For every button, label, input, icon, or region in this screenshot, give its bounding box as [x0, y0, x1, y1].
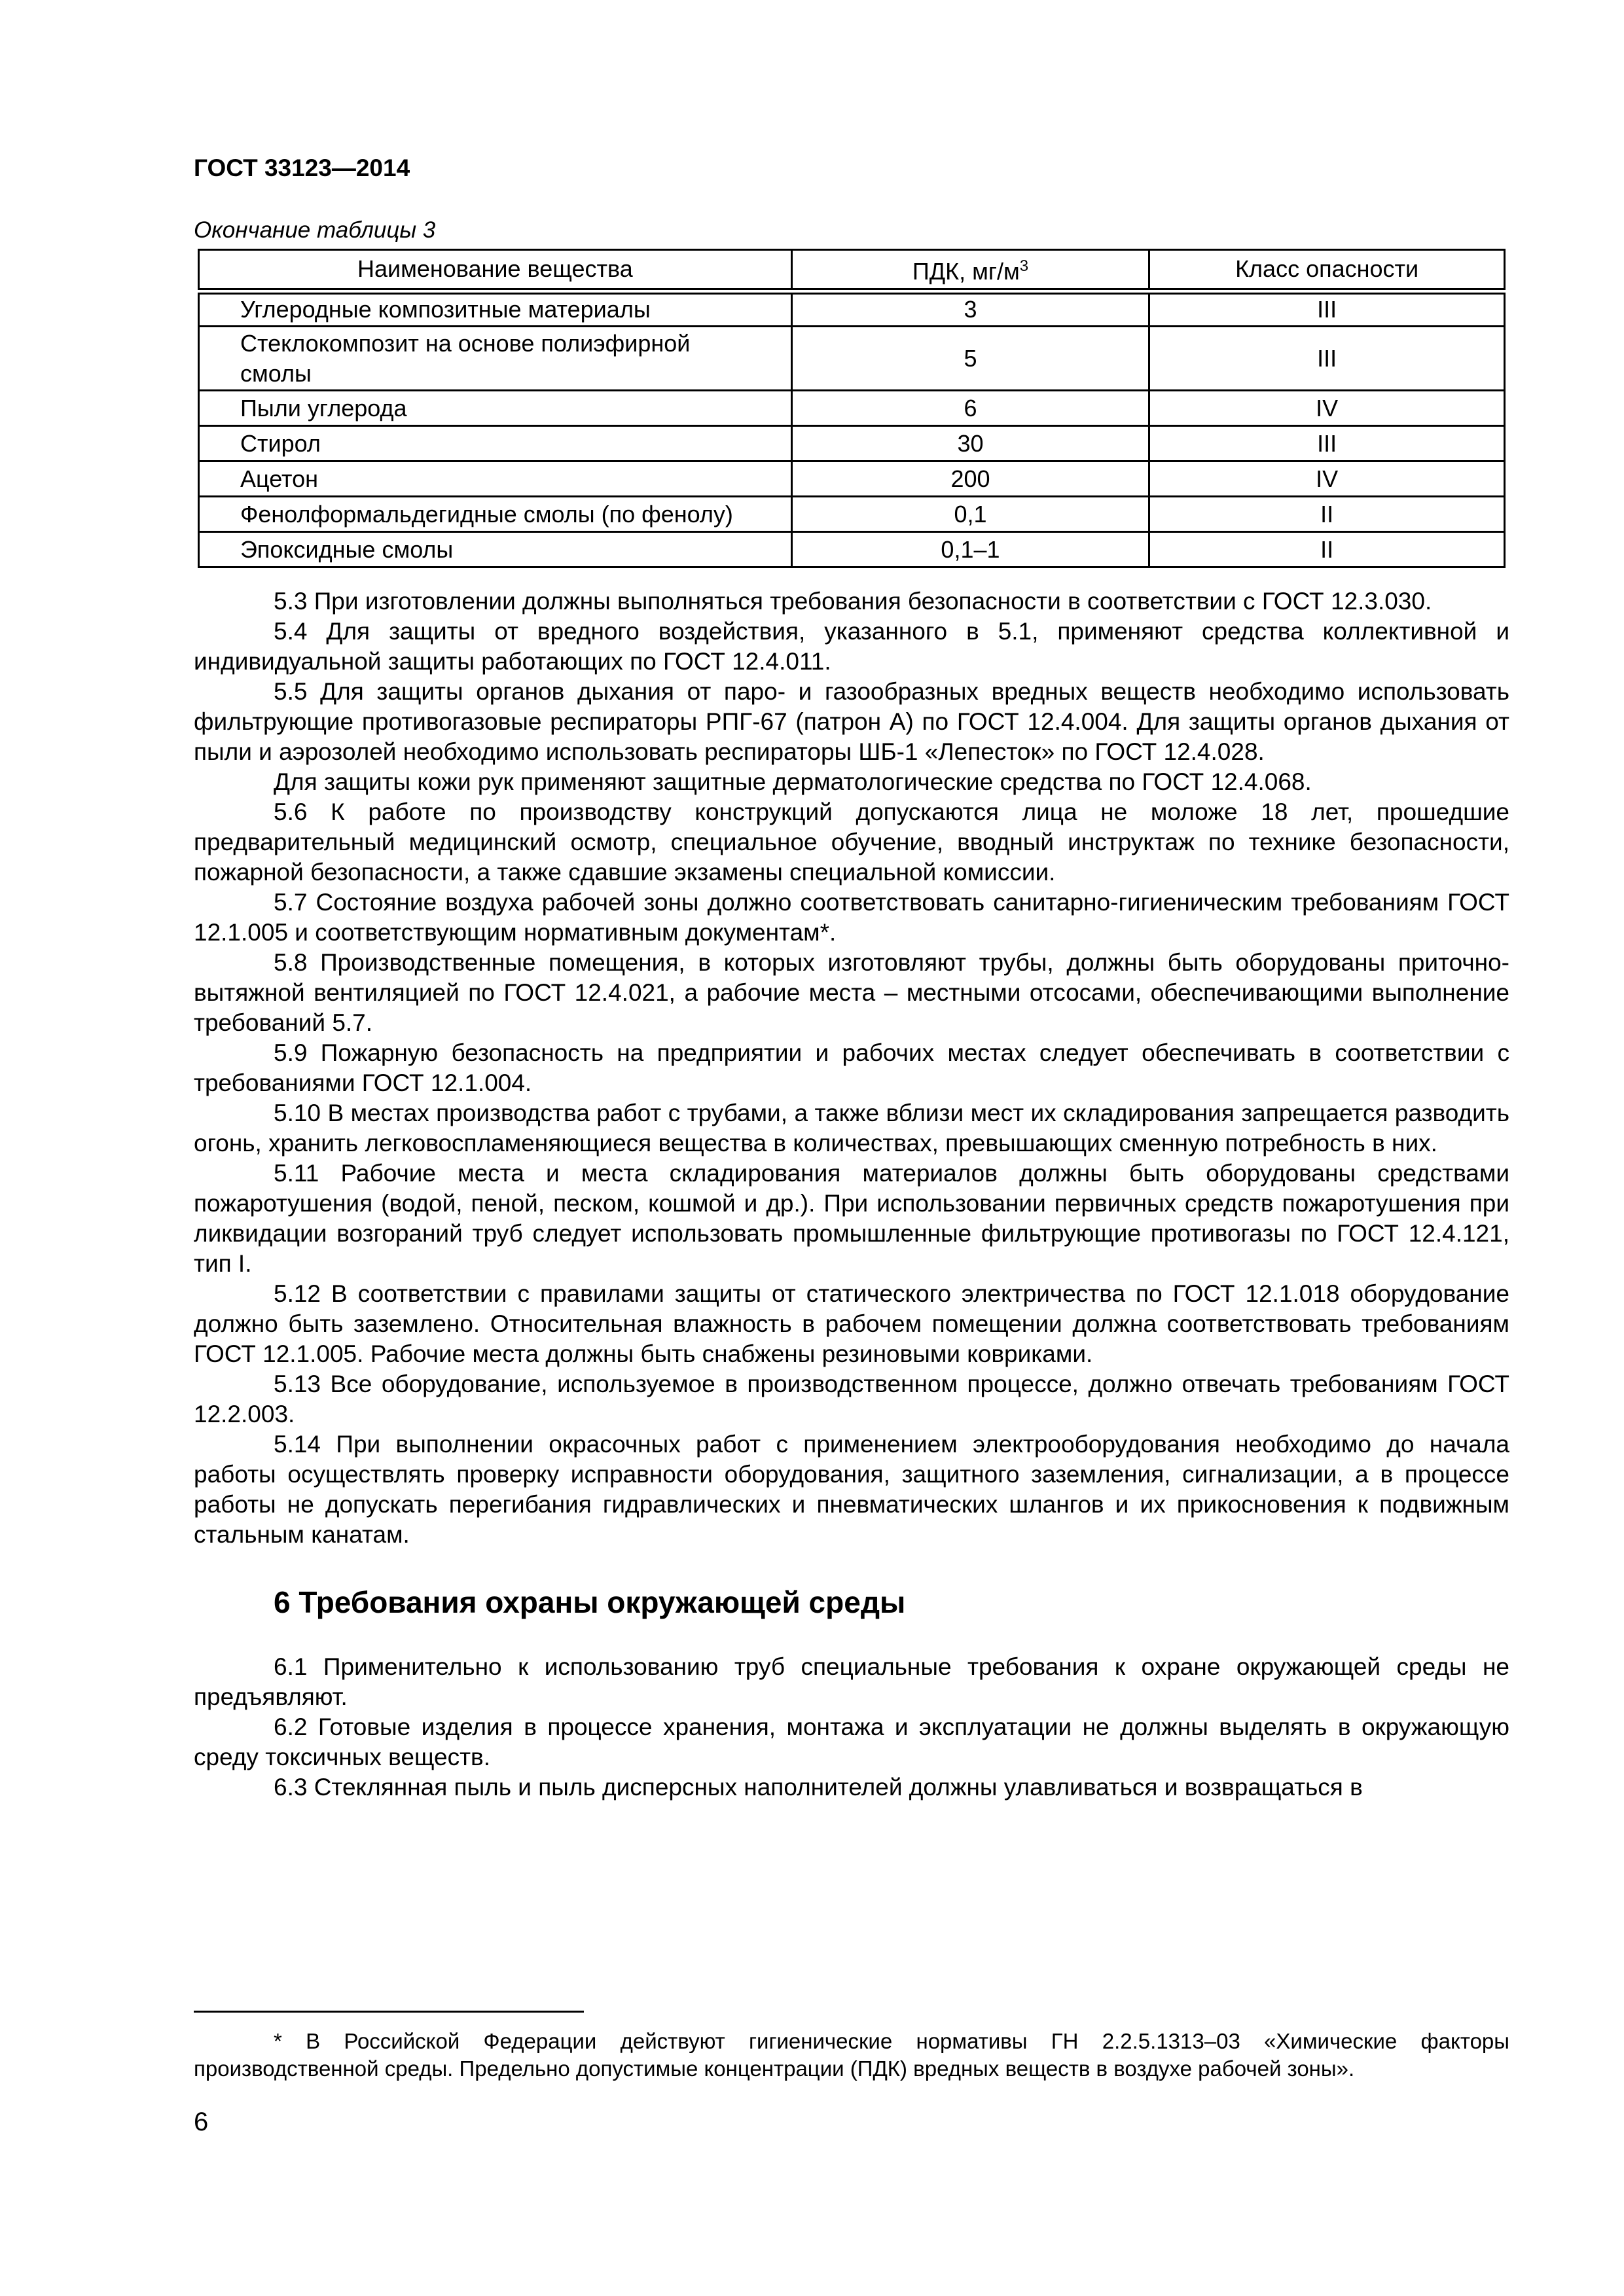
paragraph-5-10: 5.10 В местах производства работ с трубами, а также вблизи мест их складирования запрещается разводить огонь, хранить легковоспламеняющиеся вещества в количествах, превышающих сменную потребность в них. — [194, 1100, 1509, 1157]
paragraph-6-3: 6.3 Стеклянная пыль и пыль дисперсных наполнителей должны улавливаться и возвращаться в — [274, 1774, 1363, 1801]
section-6-title: 6 Требования охраны окружающей среды — [274, 1585, 906, 1619]
paragraph-5-9: 5.9 Пожарную безопасность на предприятии и рабочих местах следует обеспечивать в соответствии с требованиями ГОСТ 12.1.004. — [194, 1039, 1509, 1096]
table-row — [199, 291, 1505, 327]
paragraph-5-6: 5.6 К работе по производству конструкций допускаются лица не моложе 18 лет, прошедшие предварительный медицинский осмотр, специальное обучение, вводный инструктаж по технике безопасности, пожарной безопасности, а также сдавшие экзамены специальной комиссии. — [194, 798, 1509, 886]
cell-pdk: 5 — [791, 327, 1149, 391]
paragraph-5-13: 5.13 Все оборудование, используемое в производственном процессе, должно отвечать требованиям ГОСТ 12.2.003. — [194, 1371, 1509, 1427]
cell-class: II — [1149, 497, 1505, 532]
paragraph-5-14: 5.14 При выполнении окрасочных работ с применением электрооборудования необходимо до начала работы осуществлять проверку исправности оборудования, защитного заземления, сигнализации, а в процессе работы не допускать перегибания гидравлических и пневматических шлангов и их прикосновения к подвижным стальным канатам. — [194, 1431, 1509, 1548]
cell-class: IV — [1149, 461, 1505, 497]
paragraph-5-12: 5.12 В соответствии с правилами защиты от статического электричества по ГОСТ 12.1.018 оборудование должно быть заземлено. Относительная влажность в рабочем помещении должна соответствовать требованиям ГОСТ 12.1.005. Рабочие места должны быть снабжены резиновыми ковриками. — [194, 1280, 1509, 1367]
paragraph-5-5: 5.5 Для защиты органов дыхания от паро- и газообразных вредных веществ необходимо использовать фильтрующие противогазовые респираторы РПГ-67 (патрон А) по ГОСТ 12.4.004. Для защиты органов дыхания от пыли и аэрозолей необходимо использовать респираторы ШБ-1 «Лепесток» по ГОСТ 12.4.028. — [194, 678, 1509, 765]
cell-pdk: 30 — [791, 426, 1149, 461]
footnote-text: * В Российской Федерации действуют гигиенические нормативы ГН 2.2.5.1313–03 «Химические факторы производственной среды. Предельно допустимые концентрации (ПДК) вредных веществ в воздухе рабочей зоны». — [194, 2029, 1509, 2081]
cell-name: Пыли углерода — [199, 391, 792, 426]
paragraph-5-11: 5.11 Рабочие места и места складирования материалов должны быть оборудованы средствами пожаротушения (водой, пеной, песком, кошмой и др.). При использовании первичных средств пожаротушения при ликвидации возгораний труб следует использовать промышленные фильтрующие противогазы по ГОСТ 12.4.121, тип I. — [194, 1160, 1509, 1277]
document-header: ГОСТ 33123—2014 — [194, 154, 410, 181]
paragraph-5-5-skin: Для защиты кожи рук применяют защитные дерматологические средства по ГОСТ 12.4.068. — [274, 768, 1312, 795]
cell-pdk: 0,1 — [791, 497, 1149, 532]
column-header-name: Наименование вещества — [199, 250, 792, 291]
cell-class: IV — [1149, 391, 1505, 426]
cell-class: III — [1149, 291, 1505, 327]
table-row — [199, 532, 1505, 567]
substances-table — [198, 249, 1506, 568]
main-text — [194, 586, 1509, 1803]
cell-name — [199, 327, 792, 391]
paragraph-5-8: 5.8 Производственные помещения, в которых изготовляют трубы, должны быть оборудованы приточно-вытяжной вентиляцией по ГОСТ 12.4.021, а рабочие места – местными отсосами, обеспечивающими выполнение требований 5.7. — [194, 949, 1509, 1036]
footnote-divider — [194, 2011, 584, 2013]
table-row — [199, 497, 1505, 532]
table-row — [199, 391, 1505, 426]
paragraph-6-1: 6.1 Применительно к использованию труб специальные требования к охране окружающей среды не предъявляют. — [194, 1653, 1509, 1710]
cell-class: II — [1149, 532, 1505, 567]
pdk-unit-superscript: 3 — [1019, 257, 1029, 276]
column-header-pdk — [791, 250, 1149, 291]
cell-name: Эпоксидные смолы — [199, 532, 792, 567]
cell-name: Ацетон — [199, 461, 792, 497]
paragraph-5-3: 5.3 При изготовлении должны выполняться требования безопасности в соответствии с ГОСТ 12.3.030. — [274, 588, 1432, 615]
cell-name: Фенолформальдегидные смолы (по фенолу) — [199, 497, 792, 532]
cell-pdk: 0,1–1 — [791, 532, 1149, 567]
cell-class: III — [1149, 426, 1505, 461]
footnote — [194, 2028, 1509, 2083]
cell-pdk: 200 — [791, 461, 1149, 497]
table-row — [199, 327, 1505, 391]
page-number: 6 — [194, 2108, 209, 2136]
cell-name: Углеродные композитные материалы — [199, 291, 792, 327]
table-row — [199, 426, 1505, 461]
column-header-class: Класс опасности — [1149, 250, 1505, 291]
table-row — [199, 461, 1505, 497]
table-caption: Окончание таблицы 3 — [194, 217, 436, 243]
cell-pdk: 6 — [791, 391, 1149, 426]
cell-name-text: Стеклокомпозит на основе полиэфирной смолы — [240, 329, 691, 387]
paragraph-5-4: 5.4 Для защиты от вредного воздействия, указанного в 5.1, применяют средства коллективной и индивидуальной защиты работающих по ГОСТ 12.4.011. — [194, 618, 1509, 675]
paragraph-6-2: 6.2 Готовые изделия в процессе хранения, монтажа и эксплуатации не должны выделять в окружающую среду токсичных веществ. — [194, 1713, 1509, 1770]
table-header-row — [199, 250, 1505, 291]
paragraph-5-7: 5.7 Состояние воздуха рабочей зоны должно соответствовать санитарно-гигиеническим требованиям ГОСТ 12.1.005 и соответствующим нормативным документам*. — [194, 889, 1509, 946]
cell-pdk: 3 — [791, 291, 1149, 327]
cell-name: Стирол — [199, 426, 792, 461]
cell-class: III — [1149, 327, 1505, 391]
pdk-unit-label: ПДК, мг/м — [912, 258, 1020, 285]
